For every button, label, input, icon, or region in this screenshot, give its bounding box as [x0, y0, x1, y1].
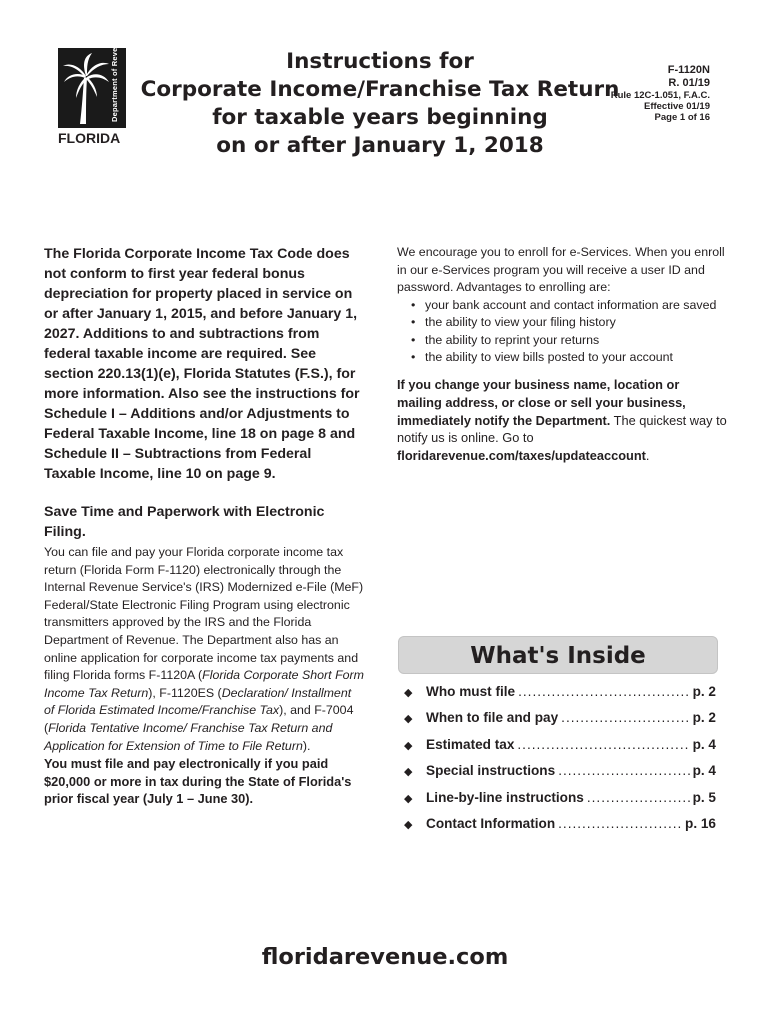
efile-paragraph: You can file and pay your Florida corporate income tax return (Florida Form F-1120) electronically through the Internal Revenue Service's (IRS) Modernized e-File (MeF) Federal/State Electronic Filing Program using electronic transmitters approved by the IRS and the Florida Department of Revenue. The Department also has an online application for corporate income tax payments and filing Florida forms F-1120A (Florida Corporate Short Form Income Tax Return), F-1120ES (Declaration/ Installment of Florida Estimated Income/Franchise Tax), and F-7004 (Florida Tentative Income/ Franchise Tax Return and Application for Extension of Time to File Return).: [44, 545, 364, 753]
list-item: • the ability to reprint your returns: [411, 332, 727, 349]
diamond-bullet-icon: ◆: [404, 687, 413, 699]
form-page: Page 1 of 16: [654, 112, 710, 123]
page-title: [140, 48, 620, 160]
form-identifier: [611, 64, 710, 123]
list-item: • the ability to view bills posted to your account: [411, 349, 727, 366]
left-column: [44, 244, 364, 808]
footer-website[interactable]: floridarevenue.com: [261, 944, 509, 970]
toc-item-estimated-tax[interactable]: ◆ Estimated tax ..... p. 4: [404, 737, 716, 763]
title-line-1: Instructions for: [286, 49, 474, 74]
whats-inside-banner: [398, 636, 718, 674]
toc-item-contact-information[interactable]: ◆ Contact Information ..... p. 16: [404, 816, 716, 842]
diamond-bullet-icon: ◆: [404, 713, 413, 726]
update-account-link[interactable]: floridarevenue.com/taxes/updateaccount: [397, 447, 646, 463]
diamond-bullet-icon: ◆: [404, 739, 413, 752]
table-of-contents: [404, 684, 716, 842]
list-item: • your bank account and contact information are saved: [411, 297, 727, 314]
diamond-bullet-icon: ◆: [404, 818, 413, 831]
eservices-advantages: [411, 297, 727, 367]
form-effective: Effective 01/19: [643, 101, 710, 112]
toc-item-special-instructions[interactable]: ◆ Special instructions ..... p. 4: [404, 763, 716, 789]
electronic-payment-requirement: You must file and pay electronically if you paid $20,000 or more in tax during the State of Florida's prior fiscal year (July 1 – June 30).: [44, 756, 352, 807]
list-item: • the ability to view your filing history: [411, 314, 727, 331]
right-column: [397, 244, 727, 464]
diamond-bullet-icon: ◆: [404, 792, 413, 805]
eservices-intro: We encourage you to enroll for e-Services. When you enroll in our e-Services program you will receive a user ID and password. Advantages to enrolling are:: [397, 245, 725, 295]
toc-item-who-must-file[interactable]: ◆ Who must file ..... p. 2: [404, 684, 716, 710]
toc-item-when-to-file[interactable]: ◆ When to file and pay ..... p. 2: [404, 710, 716, 736]
update-account-notice: If you change your business name, location or mailing address, or close or sell your business, immediately notify the Department. The quickest way to notify us is online. Go to floridarevenue.com/taxes/updateaccount.: [397, 377, 727, 463]
diamond-bullet-icon: ◆: [404, 766, 413, 779]
conformity-notice: The Florida Corporate Income Tax Code does not conform to first year federal bonus depreciation for property placed in service on or after January 1, 2015, and before January 1, 2027. Additions to and subtractions from federal taxable income are required. See section 220.13(1)(e), Florida Statutes (F.S.), for more information. Also see the instructions for Schedule I – Additions and/or Adjustments to Federal Taxable Income, line 18 on page 8 and Schedule II – Subtractions from Federal Taxable Income, line 10 on page 9.: [44, 246, 360, 482]
toc-item-line-by-line[interactable]: ◆ Line-by-line instructions ..... p. 5: [404, 790, 716, 816]
whats-inside-heading: What's Inside: [470, 643, 646, 669]
efile-heading: Save Time and Paperwork with Electronic Filing.: [44, 504, 325, 540]
form-revision: R. 01/19: [668, 77, 710, 89]
form-number: F-1120N: [667, 64, 710, 76]
florida-dor-logo: [58, 33, 126, 146]
palm-tree-icon: [62, 52, 110, 124]
form-rule: Rule 12C-1.051, F.A.C.: [610, 90, 710, 101]
title-line-2: Corporate Income/Franchise Tax Return: [140, 77, 620, 102]
title-line-3: for taxable years beginning: [212, 105, 548, 130]
department-text: Department of Revenue: [110, 33, 119, 122]
title-line-4: on or after January 1, 2018: [216, 133, 544, 158]
logo-box: [58, 33, 126, 128]
florida-wordmark: FLORIDA: [58, 130, 121, 146]
